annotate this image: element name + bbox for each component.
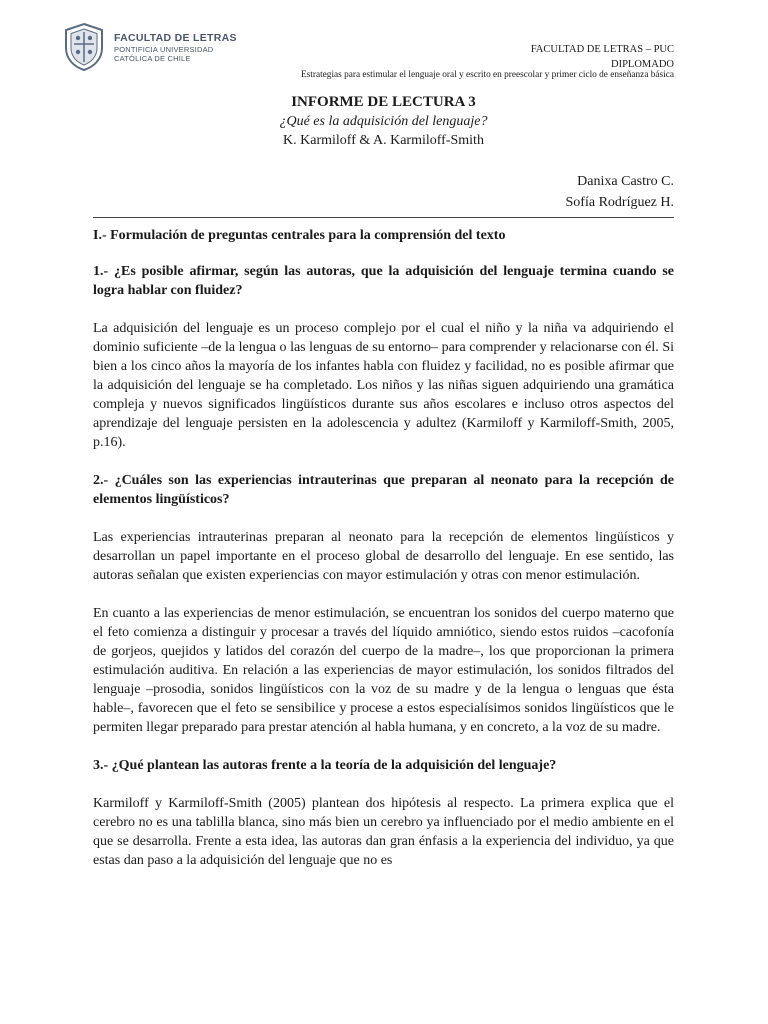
university-seal-icon bbox=[62, 22, 106, 72]
header-faculty: FACULTAD DE LETRAS – PUC bbox=[530, 44, 674, 55]
report-question: ¿Qué es la adquisición del lenguaje? bbox=[279, 114, 488, 129]
logo-line-2: CATÓLICA DE CHILE bbox=[114, 53, 191, 63]
header-right bbox=[531, 42, 674, 72]
section-title: I.- Formulación de preguntas centrales para la comprensión del texto bbox=[93, 228, 506, 243]
header-diploma: DIPLOMADO bbox=[611, 59, 674, 70]
question-1: 1.- ¿Es posible afirmar, según las autoras, que la adquisición del lenguaje termina cuando se logra hablar con fluidez? bbox=[93, 264, 674, 298]
university-logo bbox=[62, 22, 237, 72]
header-divider bbox=[93, 217, 674, 218]
answer-2-paragraph-1: Las experiencias intrauterinas preparan al neonato para la recepción de elementos lingüísticos y desarrollan un papel importante en el proceso global de desarrollo del lenguaje. En ese sentido, las autoras señalan que existen experiencias con mayor estimulación y otras con menor estimulación. bbox=[93, 530, 674, 583]
book-authors: K. Karmiloff & A. Karmiloff-Smith bbox=[283, 133, 484, 148]
answer-2-paragraph-2: En cuanto a las experiencias de menor estimulación, se encuentran los sonidos del cuerpo materno que el feto comienza a distinguir y procesar a través del líquido amniótico, siendo estos ruidos –cacofonía de gorjeos, quejidos y latidos del corazón del cuerpo de la madre–, los que proporcionan la primera estimulación auditiva. En relación a las experiencias de mayor estimulación, los sonidos filtrados del lenguaje –prosodia, sonidos lingüísticos con la voz de su madre y de la lengua o lenguas que ésta hable–, favorecen que el feto se sensibilice y procese a estos especialísimos sonidos lingüísticos que le permiten llegar preparado para prestar atención al habla humana, y en concreto, a la voz de su madre. bbox=[93, 606, 674, 735]
answer-3-paragraph: Karmiloff y Karmiloff-Smith (2005) plantean dos hipótesis al respecto. La primera explica que el cerebro no es una tablilla blanca, sino más bien un cerebro ya influenciado por el medio ambiente en el que se desarrolla. Frente a esta idea, las autoras dan gran énfasis a la experiencia del individuo, ya que estas dan paso a la adquisición del lenguaje que no es bbox=[93, 796, 674, 868]
question-3: 3.- ¿Qué plantean las autoras frente a la teoría de la adquisición del lenguaje? bbox=[93, 758, 557, 773]
student-name: Danixa Castro C. bbox=[577, 174, 674, 189]
question-2: 2.- ¿Cuáles son las experiencias intrauterinas que preparan al neonato para la recepción de elementos lingüísticos? bbox=[93, 473, 674, 507]
report-title: INFORME DE LECTURA 3 bbox=[291, 94, 476, 110]
logo-title: FACULTAD DE LETRAS bbox=[114, 31, 237, 44]
answer-1-paragraph: La adquisición del lenguaje es un proceso complejo por el cual el niño y la niña va adquiriendo el dominio suficiente –de la lengua o las lenguas de su entorno– para comprender y relacionarse con él. Si bien a los cinco años la mayoría de los infantes habla con fluidez y facilidad, no es posible afirmar que la adquisición del lenguaje se ha completado. Los niños y las niñas siguen adquiriendo una gramática compleja y nuevos significados lingüísticos durante sus años escolares e incluso otros aspectos del aprendizaje del lenguaje persisten en la adolescencia y adultez (Karmiloff y Karmiloff-Smith, 2005, p.16). bbox=[93, 321, 674, 450]
header-course-name: Estrategias para estimular el lenguaje oral y escrito en preescolar y primer ciclo de enseñanza básica bbox=[301, 70, 674, 80]
title-block bbox=[93, 92, 674, 150]
logo-line-1: PONTIFICIA UNIVERSIDAD bbox=[114, 44, 214, 54]
student-names bbox=[566, 171, 674, 213]
document-body bbox=[93, 226, 674, 870]
student-name: Sofía Rodríguez H. bbox=[565, 195, 674, 210]
